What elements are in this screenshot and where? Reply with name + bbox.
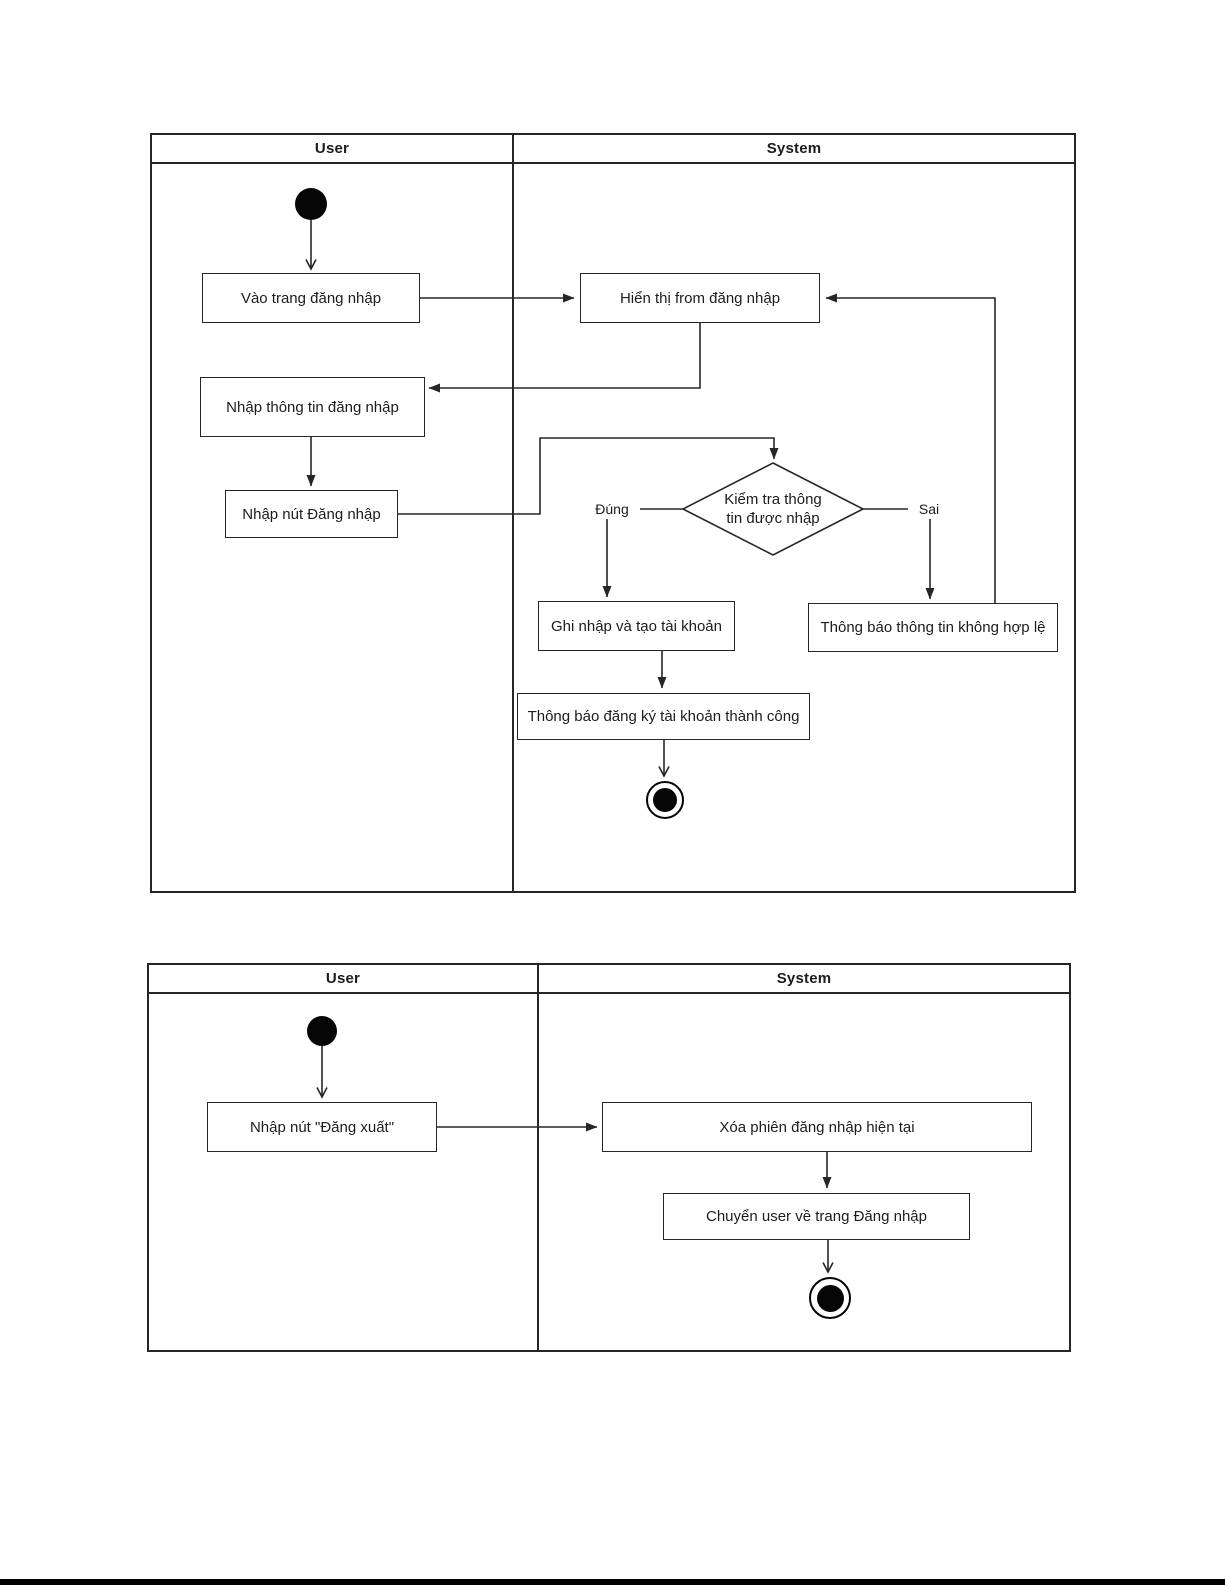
edge-decision-true-to-ghi-nhap <box>607 509 683 597</box>
login-lane-label-user: User <box>314 140 350 157</box>
edge-hien-thi-to-nhap-thong-tin <box>429 323 700 388</box>
activity-nhap-thong-tin-dang-nhap: Nhập thông tin đăng nhập <box>200 377 425 437</box>
final-node-login-core <box>653 788 677 812</box>
activity-ghi-nhap-va-tao-tai-khoan: Ghi nhập và tạo tài khoản <box>538 601 735 651</box>
edge-decision-false-to-thong-bao-invalid <box>863 509 930 599</box>
initial-node-login <box>295 188 327 220</box>
login-lane-label-system: System <box>766 140 822 157</box>
edge-label-sai: Sai <box>908 498 950 519</box>
final-node-logout <box>809 1277 851 1319</box>
decision-kiem-tra-thong-tin-label <box>693 489 853 529</box>
edge-thong-bao-invalid-back-to-hien-thi <box>826 298 995 603</box>
decision-label-line2: tin được nhập <box>726 510 820 527</box>
activity-nhap-nut-dang-xuat: Nhập nút "Đăng xuất" <box>207 1102 437 1152</box>
activity-thong-bao-khong-hop-le: Thông báo thông tin không hợp lệ <box>808 603 1058 652</box>
logout-lane-label-system: System <box>776 970 832 987</box>
activity-hien-thi-form-dang-nhap: Hiển thị from đăng nhập <box>580 273 820 323</box>
activity-thong-bao-dang-ky-thanh-cong: Thông báo đăng ký tài khoản thành công <box>517 693 810 740</box>
decision-label-line1: Kiểm tra thông <box>724 491 822 508</box>
activity-chuyen-user-ve-trang-dang-nhap: Chuyển user về trang Đăng nhập <box>663 1193 970 1240</box>
logout-lane-label-user: User <box>325 970 361 987</box>
edge-label-dung: Đúng <box>584 498 640 519</box>
initial-node-logout <box>307 1016 337 1046</box>
final-node-logout-core <box>817 1285 844 1312</box>
activity-vao-trang-dang-nhap: Vào trang đăng nhập <box>202 273 420 323</box>
activity-nhap-nut-dang-nhap: Nhập nút Đăng nhập <box>225 490 398 538</box>
final-node-login <box>646 781 684 819</box>
activity-xoa-phien-dang-nhap: Xóa phiên đăng nhập hiện tại <box>602 1102 1032 1152</box>
page-bottom-bar <box>0 1579 1225 1585</box>
